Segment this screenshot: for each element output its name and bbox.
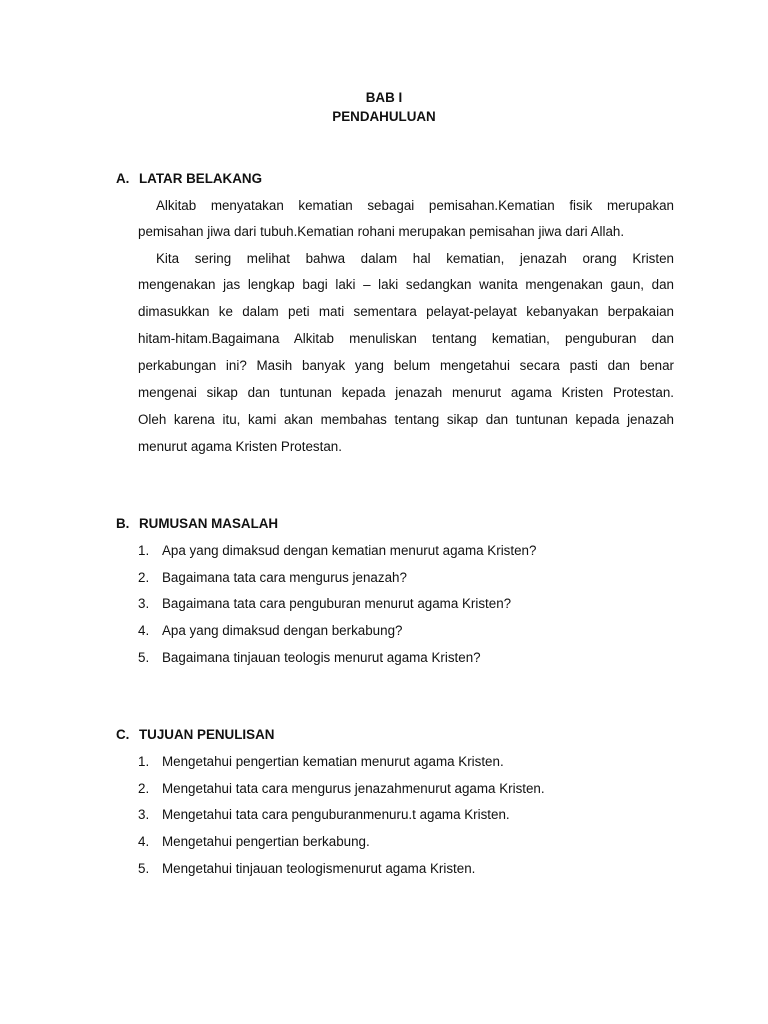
list-item: 5. Bagaimana tinjauan teologis menurut agama Kristen? [138,650,481,665]
list-item: 1. Mengetahui pengertian kematian menurut agama Kristen. [138,754,504,769]
section-b-letter: B. [116,516,130,531]
chapter-number: BAB I [365,90,403,105]
paragraph-line: mengenai sikap dan tuntunan kepada jenazah menurut agama Kristen Protestan. [138,385,674,400]
list-item: 1. Apa yang dimaksud dengan kematian menurut agama Kristen? [138,543,537,558]
paragraph-line: menurut agama Kristen Protestan. [138,439,342,454]
section-b-title: RUMUSAN MASALAH [139,516,279,531]
section-b-heading [116,516,278,531]
section-c-letter: C. [116,727,130,742]
paragraph-line: pemisahan jiwa dari tubuh.Kematian rohani merupakan pemisahan jiwa dari Allah. [138,224,625,239]
list-item: 3. Bagaimana tata cara penguburan menurut agama Kristen? [138,596,512,611]
section-c-title: TUJUAN PENULISAN [139,727,275,742]
paragraph-line: mengenakan jas lengkap bagi laki – laki sedangkan wanita mengenakan gaun, dan [138,277,674,292]
list-item: 2. Mengetahui tata cara mengurus jenazahmenurut agama Kristen. [138,781,545,796]
list-item: 4. Apa yang dimaksud dengan berkabung? [138,623,403,638]
section-a-heading [116,171,262,186]
paragraph-line: hitam-hitam.Bagaimana Alkitab menuliskan tentang kematian, penguburan dan [138,331,674,346]
paragraph-line: Oleh karena itu, kami akan membahas tentang sikap dan tuntunan kepada jenazah [138,412,674,427]
section-a-title: LATAR BELAKANG [139,171,262,186]
list-item: 4. Mengetahui pengertian berkabung. [138,834,370,849]
paragraph-line: perkabungan ini? Masih banyak yang belum mengetahui secara pasti dan benar [138,358,674,373]
list-item: 5. Mengetahui tinjauan teologismenurut agama Kristen. [138,861,476,876]
paragraph-line: dimasukkan ke dalam peti mati sementara pelayat-pelayat kebanyakan berpakaian [138,304,674,319]
section-a-letter: A. [116,171,130,186]
list-item: 3. Mengetahui tata cara penguburanmenuru.t agama Kristen. [138,807,510,822]
list-item: 2. Bagaimana tata cara mengurus jenazah? [138,570,407,585]
paragraph-line: Alkitab menyatakan kematian sebagai pemisahan.Kematian fisik merupakan [156,198,674,213]
paragraph-line: Kita sering melihat bahwa dalam hal kematian, jenazah orang Kristen [156,251,674,266]
section-c-heading [116,727,274,742]
chapter-title: PENDAHULUAN [332,109,436,124]
